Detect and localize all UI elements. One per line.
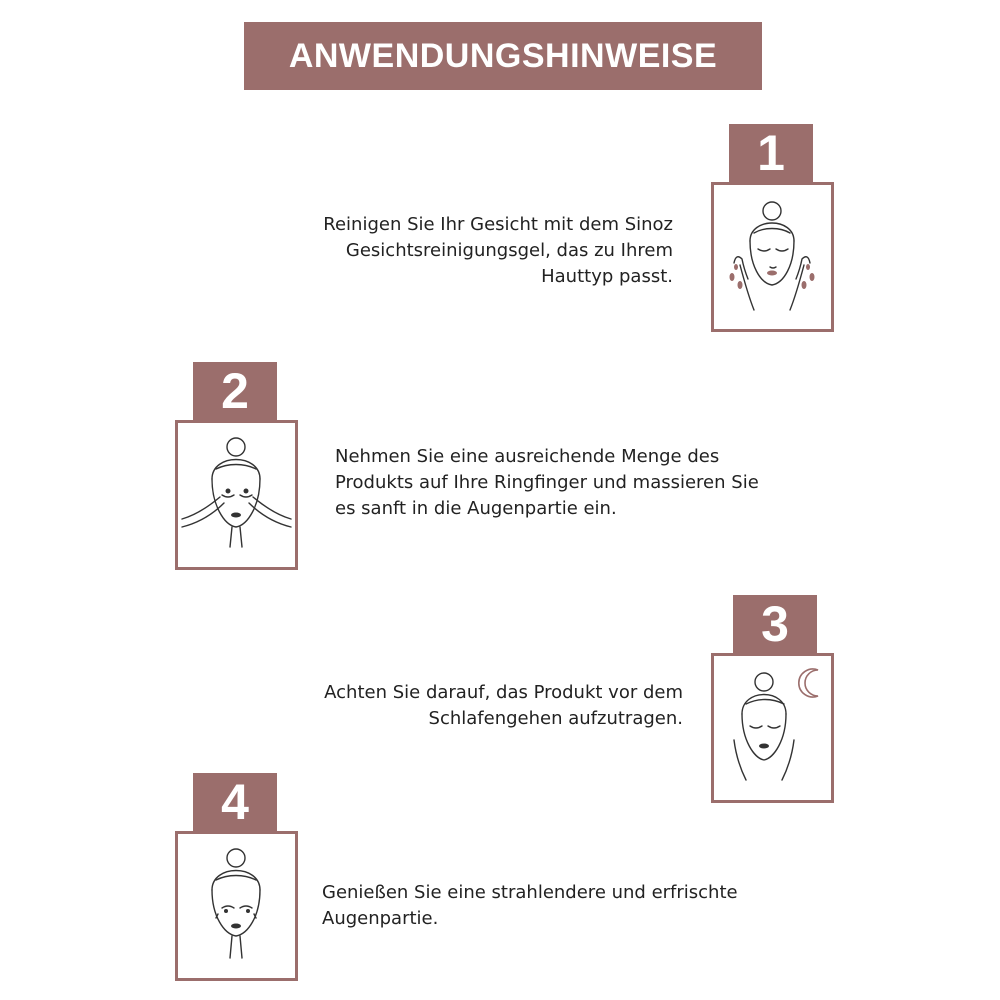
step-1-text: Reinigen Sie Ihr Gesicht mit dem Sinoz Gesichtsreinigungsgel, das zu Ihrem Hauttyp passt. [323,214,673,287]
title-banner [244,22,762,90]
step-3-number: 3 [733,595,817,653]
step-4-number: 4 [193,773,277,831]
step-4-text: Genießen Sie eine strahlendere und erfrischte Augenpartie. [322,882,738,929]
step-1-number: 1 [729,124,813,182]
face-cleansing-icon [711,182,834,332]
night-application-icon [711,653,834,803]
step-3-text: Achten Sie darauf, das Produkt vor dem Schlafengehen aufzutragen. [324,682,683,729]
eye-massage-icon [175,420,298,570]
page-title: ANWENDUNGSHINWEISE [288,36,718,75]
step-2-text: Nehmen Sie eine ausreichende Menge des Produkts auf Ihre Ringfinger und massieren Sie es sanft in die Augenpartie ein. [335,446,759,519]
refreshed-eyes-icon [175,831,298,981]
step-2-number: 2 [193,362,277,420]
